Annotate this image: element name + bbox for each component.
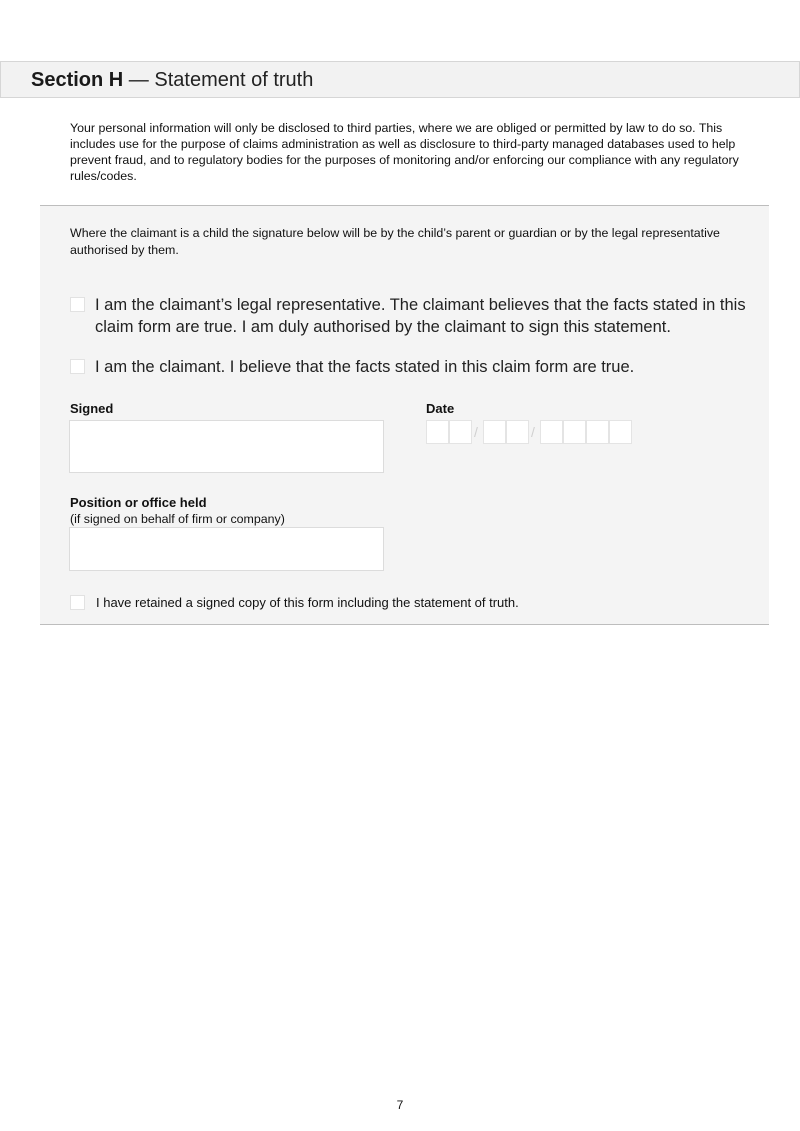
date-year-1[interactable]	[540, 420, 563, 444]
legal-representative-statement: I am the claimant’s legal representative. The claimant believes that the facts stated in this claim form are true. I am duly authorised by the claimant to sign this statement.	[95, 296, 746, 336]
section-name: Statement of truth	[154, 69, 314, 91]
page-number: 7	[396, 1098, 404, 1112]
section-title	[31, 68, 313, 92]
signed-label: Signed	[70, 401, 114, 416]
statement-panel	[40, 205, 769, 625]
position-sublabel: (if signed on behalf of firm or company)	[70, 512, 285, 526]
retained-copy-checkbox[interactable]	[70, 595, 85, 610]
section-dash: —	[123, 69, 155, 91]
date-separator: /	[474, 424, 478, 440]
position-field[interactable]	[69, 527, 384, 571]
date-day-1[interactable]	[426, 420, 449, 444]
retained-copy-label: I have retained a signed copy of this form including the statement of truth.	[96, 595, 519, 610]
date-month-2[interactable]	[506, 420, 529, 444]
position-label: Position or office held	[70, 495, 207, 510]
claimant-checkbox[interactable]	[70, 359, 85, 374]
date-label: Date	[426, 401, 455, 416]
date-month-1[interactable]	[483, 420, 506, 444]
date-separator: /	[531, 424, 535, 440]
child-signature-note: Where the claimant is a child the signature below will be by the child’s parent or guardian or by the legal representative authorised by them.	[70, 226, 720, 257]
date-year-3[interactable]	[586, 420, 609, 444]
section-label: Section H	[31, 69, 124, 91]
section-header	[0, 61, 800, 98]
date-day-2[interactable]	[449, 420, 472, 444]
claimant-statement: I am the claimant. I believe that the facts stated in this claim form are true.	[95, 358, 635, 376]
date-year-2[interactable]	[563, 420, 586, 444]
signature-field[interactable]	[69, 420, 384, 473]
privacy-notice: Your personal information will only be disclosed to third parties, where we are obliged or permitted by law to do so. This includes use for the purpose of claims administration as well as disclosure to third-party managed databases used to help prevent fraud, and to regulatory bodies for the purposes of monitoring and/or enforcing our compliance with any regulatory rules/codes.	[70, 121, 739, 183]
date-year-4[interactable]	[609, 420, 632, 444]
legal-representative-checkbox[interactable]	[70, 297, 85, 312]
